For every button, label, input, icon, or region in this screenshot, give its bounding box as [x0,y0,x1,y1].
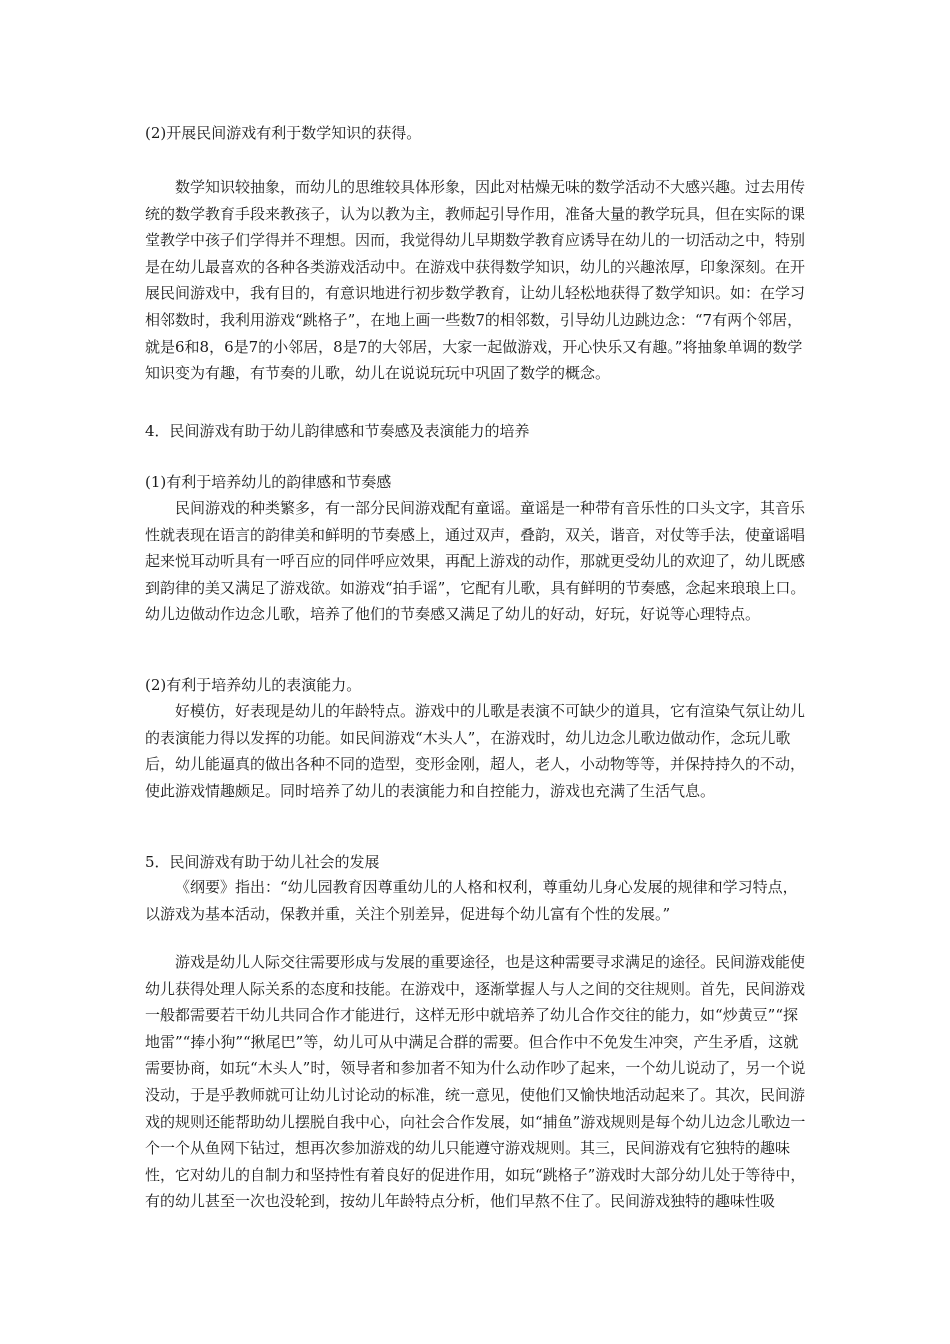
heading-rhythm-sense: (1)有利于培养幼儿的韵律感和节奏感 [145,473,392,491]
paragraph-social-development: 游戏是幼儿人际交往需要形成与发展的重要途径，也是这种需要寻求满足的途径。民间游戏能使幼儿获得处理人际关系的态度和技能。在游戏中，逐渐掌握人与人之间的交往规则。首先，民间游戏一般都需要若干幼儿共同合作才能进行，这样无形中就培养了幼儿合作交往的能力，如“炒黄豆”“探地雷”“捧小狗”“揪尾巴”等，幼儿可从中满足合群的需要。但合作中不免发生冲突，产生矛盾，这就需要协商，如玩“木头人”时，领导者和参加者不知为什么动作吵了起来，一个幼儿说动了，另一个说没动，于是乎教师就可让幼儿讨论动的标准，统一意见，使他们又愉快地活动起来了。其次，民间游戏的规则还能帮助幼儿摆脱自我中心，向社会合作发展，如“捕鱼”游戏规则是每个幼儿边念儿歌边一个一个从鱼网下钻过，想再次参加游戏的幼儿只能遵守游戏规则。其三，民间游戏有它独特的趣味性，它对幼儿的自制力和坚持性有着良好的促进作用，如玩“跳格子”游戏时大部分幼儿处于等待中，有的幼儿甚至一次也没轮到，按幼儿年龄特点分析，他们早熬不住了。民间游戏独特的趣味性吸 [145,953,806,1211]
quote-guideline: 《纲要》指出：“幼儿园教育因尊重幼儿的人格和权利，尊重幼儿身心发展的规律和学习特点，以游戏为基本活动，保教并重，关注个别差异，促进每个幼儿富有个性的发展。” [145,878,798,923]
paragraph-performance-ability: 好模仿，好表现是幼儿的年龄特点。游戏中的儿歌是表演不可缺少的道具，它有渲染气氛让幼儿的表演能力得以发挥的功能。如民间游戏“木头人”，在游戏时，幼儿边念儿歌边做动作，念玩儿歌后，幼儿能逼真的做出各种不同的造型，变形金刚，超人，老人，小动物等等，并保持持久的不动，使此游戏情趣颇足。同时培养了幼儿的表演能力和自控能力，游戏也充满了生活气息。 [145,702,806,800]
paragraph-rhythm-sense: 民间游戏的种类繁多，有一部分民间游戏配有童谣。童谣是一种带有音乐性的口头文字，其音乐性就表现在语言的韵律美和鲜明的节奏感上，通过双声，叠韵，双关，谐音，对仗等手法，使童谣唱起来悦耳动听具有一呼百应的同伴呼应效果，再配上游戏的动作，那就更受幼儿的欢迎了，幼儿既感到韵律的美又满足了游戏欲。如游戏“拍手谣”，它配有儿歌，具有鲜明的节奏感，念起来琅琅上口。幼儿边做动作边念儿歌，培养了他们的节奏感又满足了幼儿的好动，好玩，好说等心理特点。 [145,499,806,624]
heading-performance-ability: (2)有利于培养幼儿的表演能力。 [145,676,362,694]
heading-section-5: 5．民间游戏有助于幼儿社会的发展 [145,853,380,871]
paragraph-math-knowledge: 数学知识较抽象，而幼儿的思维较具体形象，因此对枯燥无味的数学活动不大感兴趣。过去用传统的数学教育手段来教孩子，认为以教为主，教师起引导作用，准备大量的教学玩具，但在实际的课堂教学中孩子们学得并不理想。因而，我觉得幼儿早期数学教育应诱导在幼儿的一切活动之中，特别是在幼儿最喜欢的各种各类游戏活动中。在游戏中获得数学知识，幼儿的兴趣浓厚，印象深刻。在开展民间游戏中，我有目的，有意识地进行初步数学教育，让幼儿轻松地获得了数学知识。如：在学习相邻数时，我利用游戏“跳格子”，在地上画一些数7的相邻数，引导幼儿边跳边念：“7有两个邻居，就是6和8，6是7的小邻居，8是7的大邻居，大家一起做游戏，开心快乐又有趣。”将抽象单调的数学知识变为有趣，有节奏的儿歌，幼儿在说说玩玩中巩固了数学的概念。 [145,178,806,383]
heading-section-4: 4．民间游戏有助于幼儿韵律感和节奏感及表演能力的培养 [145,422,530,440]
heading-math-knowledge: (2)开展民间游戏有利于数学知识的获得。 [145,124,422,142]
